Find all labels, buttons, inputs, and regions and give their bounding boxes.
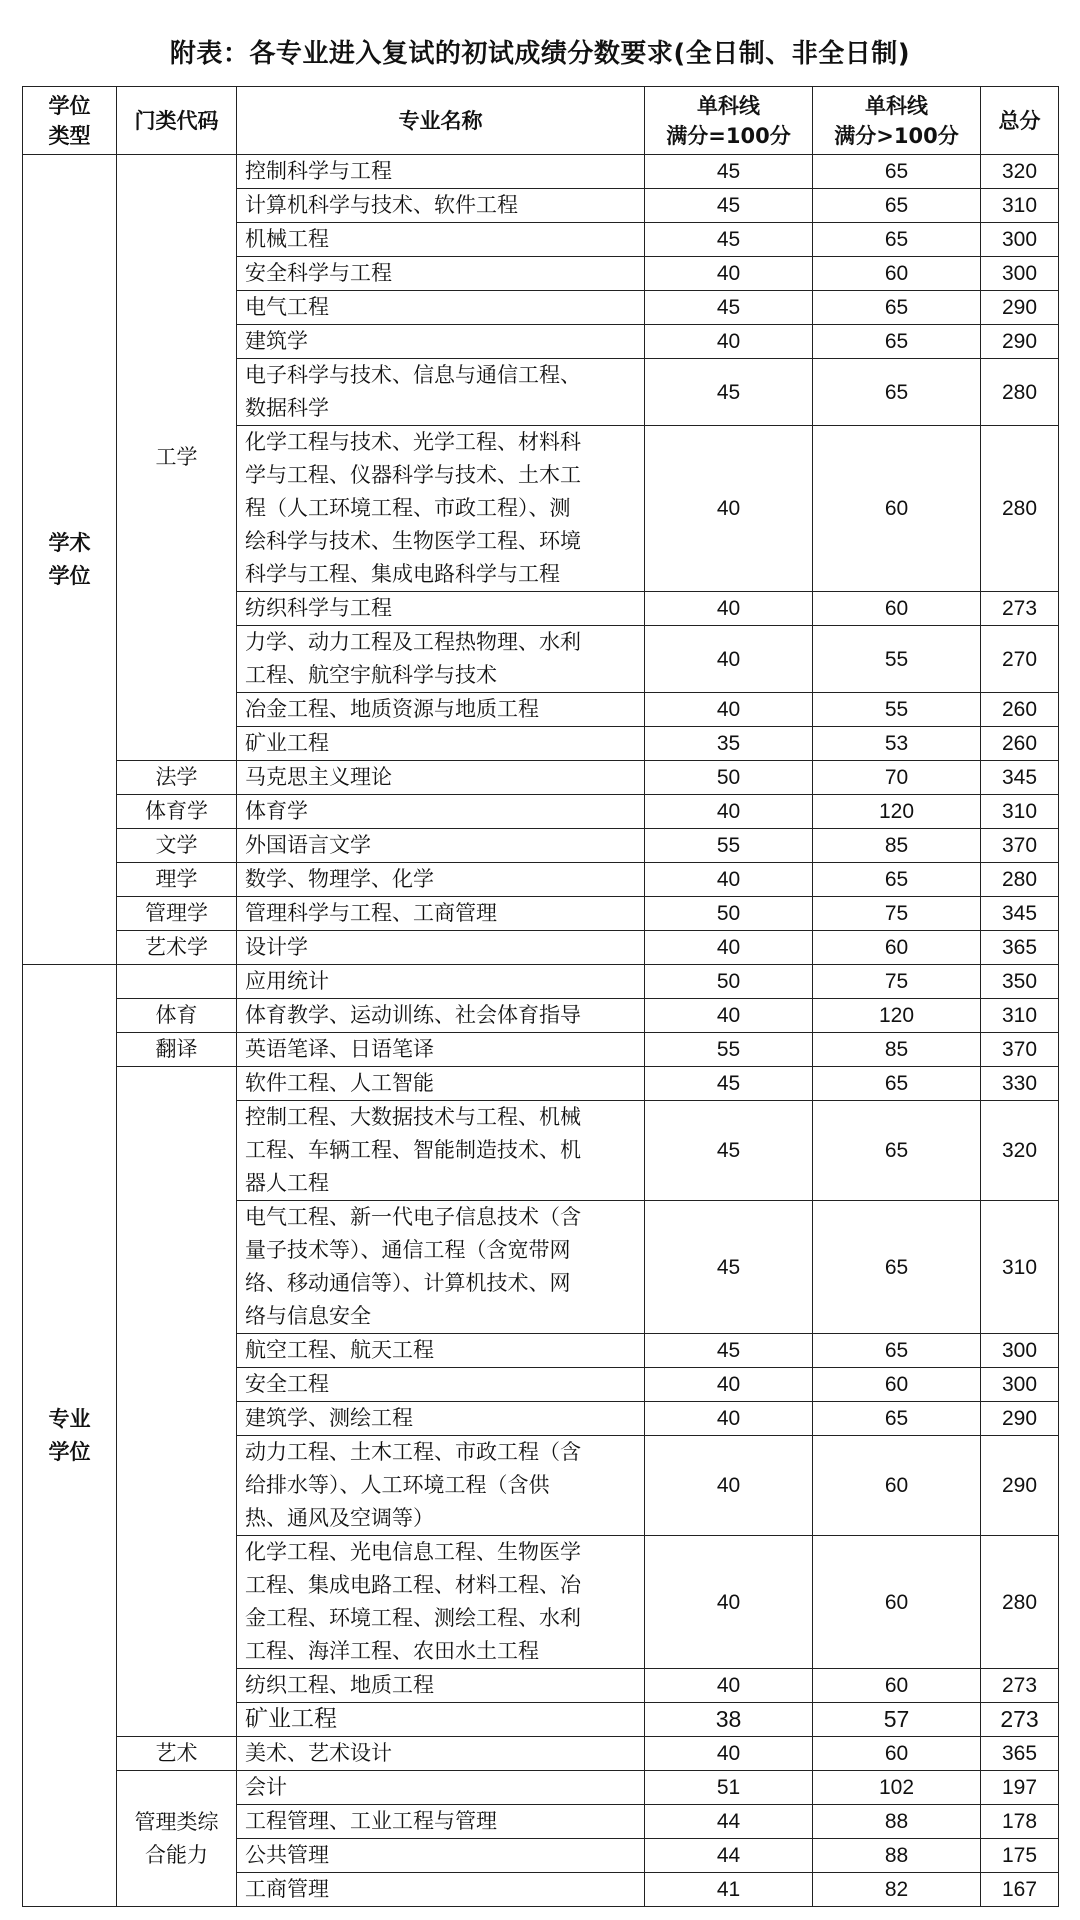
degree-type-cell [23,155,117,965]
total-cell: 345 [981,897,1059,931]
degree-type-cell [23,965,117,1907]
line-gt100-cell: 60 [813,257,981,291]
total-cell: 270 [981,626,1059,693]
line-100-cell: 45 [645,291,813,325]
major-name-line: 马克思主义理论 [245,765,392,789]
table-row [23,863,1059,897]
header-total: 总分 [981,87,1059,155]
total-cell: 260 [981,727,1059,761]
line-gt100-cell: 102 [813,1771,981,1805]
major-name-cell [237,291,645,325]
category-cell: 翻译 [117,1033,237,1067]
major-name-line: 学与工程、仪器科学与技术、土木工 [245,463,581,487]
category-cell: 工学 [117,155,237,761]
line-100-cell: 40 [645,1402,813,1436]
major-name-line: 美术、艺术设计 [245,1741,392,1765]
table-row [23,897,1059,931]
major-name-cell [237,592,645,626]
line-100-cell: 45 [645,223,813,257]
major-name-cell [237,829,645,863]
category-cell [117,965,237,999]
line-100-cell: 40 [645,257,813,291]
total-cell: 300 [981,257,1059,291]
line-gt100-cell: 53 [813,727,981,761]
major-name-cell [237,795,645,829]
category-cell: 文学 [117,829,237,863]
major-name-cell [237,189,645,223]
major-name-line: 力学、动力工程及工程热物理、水利 [245,630,581,654]
table-row [23,1771,1059,1805]
total-cell: 365 [981,931,1059,965]
total-cell: 310 [981,795,1059,829]
total-cell: 350 [981,965,1059,999]
line-100-cell: 40 [645,1737,813,1771]
line-100-cell: 51 [645,1771,813,1805]
major-name-cell [237,931,645,965]
total-cell: 320 [981,155,1059,189]
line-100-cell: 40 [645,931,813,965]
major-name-cell [237,1436,645,1536]
major-name-line: 安全科学与工程 [245,261,392,285]
total-cell: 370 [981,1033,1059,1067]
header-line-100: 单科线 满分=100分 [645,87,813,155]
total-cell: 310 [981,1201,1059,1334]
major-name-line: 应用统计 [245,969,329,993]
major-name-line: 会计 [245,1775,287,1799]
major-name-cell [237,155,645,189]
major-name-line: 化学工程与技术、光学工程、材料科 [245,430,581,454]
major-name-line: 络、移动通信等）、计算机技术、网 [245,1271,571,1295]
line-gt100-cell: 57 [813,1703,981,1737]
line-100-cell: 44 [645,1839,813,1873]
major-name-cell [237,223,645,257]
line-gt100-cell: 65 [813,1101,981,1201]
major-name-line: 矿业工程 [245,731,329,755]
table-row [23,999,1059,1033]
total-cell: 320 [981,1101,1059,1201]
line-gt100-cell: 60 [813,1368,981,1402]
total-cell: 345 [981,761,1059,795]
line-gt100-cell: 85 [813,829,981,863]
line-gt100-cell: 60 [813,1536,981,1669]
total-cell: 273 [981,1703,1059,1737]
score-table [22,86,1059,1907]
line-gt100-cell: 60 [813,592,981,626]
total-cell: 280 [981,1536,1059,1669]
total-cell: 197 [981,1771,1059,1805]
major-name-line: 控制工程、大数据技术与工程、机械 [245,1105,581,1129]
line-100-cell: 40 [645,626,813,693]
total-cell: 290 [981,1402,1059,1436]
major-name-line: 电气工程 [245,295,329,319]
major-name-line: 建筑学、测绘工程 [245,1406,413,1430]
table-row [23,829,1059,863]
line-gt100-cell: 85 [813,1033,981,1067]
category-cell: 艺术学 [117,931,237,965]
line-gt100-cell: 65 [813,1201,981,1334]
line-gt100-cell: 70 [813,761,981,795]
line-gt100-cell: 88 [813,1839,981,1873]
major-name-line: 工程、航空宇航科学与技术 [245,663,497,687]
line-gt100-cell: 65 [813,223,981,257]
major-name-cell [237,626,645,693]
major-name-cell [237,1536,645,1669]
total-cell: 300 [981,223,1059,257]
major-name-cell [237,1737,645,1771]
major-name-line: 体育教学、运动训练、社会体育指导 [245,1003,581,1027]
header-line-gt100: 单科线 满分>100分 [813,87,981,155]
line-gt100-cell: 75 [813,965,981,999]
line-100-cell: 40 [645,592,813,626]
major-name-line: 工程、车辆工程、智能制造技术、机 [245,1138,581,1162]
major-name-line: 设计学 [245,935,308,959]
table-row [23,795,1059,829]
major-name-line: 科学与工程、集成电路科学与工程 [245,562,560,586]
line-gt100-cell: 65 [813,155,981,189]
major-name-line: 控制科学与工程 [245,159,392,183]
major-name-cell [237,325,645,359]
line-gt100-cell: 65 [813,863,981,897]
major-name-line: 计算机科学与技术、软件工程 [245,193,518,217]
major-name-line: 纺织科学与工程 [245,596,392,620]
major-name-cell [237,1771,645,1805]
line-gt100-cell: 60 [813,931,981,965]
category-label-line: 合能力 [145,1842,208,1867]
major-name-cell [237,1067,645,1101]
total-cell: 365 [981,1737,1059,1771]
major-name-line: 管理科学与工程、工商管理 [245,901,497,925]
line-gt100-cell: 88 [813,1805,981,1839]
total-cell: 175 [981,1839,1059,1873]
major-name-cell [237,1805,645,1839]
major-name-line: 绘科学与技术、生物医学工程、环境 [245,529,581,553]
line-100-cell: 40 [645,795,813,829]
line-100-cell: 35 [645,727,813,761]
table-row [23,155,1059,189]
major-name-line: 电子科学与技术、信息与通信工程、 [245,363,581,387]
total-cell: 280 [981,359,1059,426]
line-gt100-cell: 65 [813,291,981,325]
table-body [23,155,1059,1907]
line-gt100-cell: 65 [813,325,981,359]
degree-type-label: 学术 [48,530,91,555]
category-cell [117,1067,237,1737]
major-name-line: 工商管理 [245,1877,329,1901]
major-name-line: 冶金工程、地质资源与地质工程 [245,697,539,721]
line-100-cell: 50 [645,965,813,999]
major-name-line: 数据科学 [245,396,329,420]
category-cell: 体育学 [117,795,237,829]
total-cell: 260 [981,693,1059,727]
table-row [23,1737,1059,1771]
total-cell: 290 [981,291,1059,325]
major-name-line: 数学、物理学、化学 [245,867,434,891]
major-name-line: 动力工程、土木工程、市政工程（含 [245,1440,581,1464]
category-cell [117,1771,237,1907]
major-name-line: 建筑学 [245,329,308,353]
line-100-cell: 40 [645,999,813,1033]
total-cell: 280 [981,863,1059,897]
line-gt100-cell: 60 [813,426,981,592]
major-name-line: 体育学 [245,799,308,823]
major-name-cell [237,999,645,1033]
line-100-cell: 45 [645,1201,813,1334]
major-name-line: 给排水等）、人工环境工程（含供 [245,1473,550,1497]
total-cell: 310 [981,999,1059,1033]
major-name-line: 工程、海洋工程、农田水土工程 [245,1639,539,1663]
major-name-cell [237,359,645,426]
major-name-line: 器人工程 [245,1171,329,1195]
major-name-line: 热、通风及空调等） [245,1506,434,1530]
total-cell: 167 [981,1873,1059,1907]
total-cell: 290 [981,325,1059,359]
line-gt100-cell: 65 [813,1067,981,1101]
line-100-cell: 55 [645,1033,813,1067]
total-cell: 300 [981,1368,1059,1402]
line-100-cell: 45 [645,1101,813,1201]
major-name-line: 量子技术等）、通信工程（含宽带网 [245,1238,571,1262]
major-name-cell [237,965,645,999]
major-name-line: 公共管理 [245,1843,329,1867]
line-100-cell: 40 [645,426,813,592]
category-cell: 法学 [117,761,237,795]
major-name-cell [237,1873,645,1907]
line-gt100-cell: 65 [813,189,981,223]
major-name-cell [237,1368,645,1402]
table-header-row [23,87,1059,155]
line-100-cell: 45 [645,359,813,426]
degree-type-label: 学位 [48,1439,91,1464]
line-gt100-cell: 60 [813,1737,981,1771]
major-name-cell [237,1101,645,1201]
major-name-cell [237,693,645,727]
major-name-cell [237,1669,645,1703]
table-row [23,1033,1059,1067]
major-name-cell [237,863,645,897]
total-cell: 300 [981,1334,1059,1368]
total-cell: 310 [981,189,1059,223]
line-gt100-cell: 60 [813,1669,981,1703]
major-name-cell [237,1703,645,1737]
category-cell: 艺术 [117,1737,237,1771]
major-name-cell [237,1201,645,1334]
line-100-cell: 38 [645,1703,813,1737]
total-cell: 273 [981,1669,1059,1703]
major-name-line: 英语笔译、日语笔译 [245,1037,434,1061]
line-gt100-cell: 82 [813,1873,981,1907]
line-gt100-cell: 120 [813,999,981,1033]
line-100-cell: 55 [645,829,813,863]
degree-type-label: 专业 [48,1406,91,1431]
line-100-cell: 40 [645,1436,813,1536]
major-name-cell [237,1033,645,1067]
major-name-line: 程（人工环境工程、市政工程）、测 [245,496,571,520]
major-name-line: 工程、集成电路工程、材料工程、冶 [245,1573,581,1597]
major-name-cell [237,1402,645,1436]
line-gt100-cell: 65 [813,1334,981,1368]
category-cell: 管理学 [117,897,237,931]
major-name-cell [237,1839,645,1873]
total-cell: 178 [981,1805,1059,1839]
major-name-line: 软件工程、人工智能 [245,1071,434,1095]
line-100-cell: 45 [645,155,813,189]
line-100-cell: 50 [645,761,813,795]
line-100-cell: 45 [645,189,813,223]
table-row [23,1067,1059,1101]
page-title: 附表：各专业进入复试的初试成绩分数要求(全日制、非全日制) [169,39,911,69]
major-name-line: 安全工程 [245,1372,329,1396]
table-row [23,965,1059,999]
table-row [23,931,1059,965]
major-name-cell [237,257,645,291]
line-100-cell: 40 [645,1368,813,1402]
line-100-cell: 50 [645,897,813,931]
major-name-line: 金工程、环境工程、测绘工程、水利 [245,1606,581,1630]
major-name-cell [237,897,645,931]
total-cell: 330 [981,1067,1059,1101]
category-cell: 理学 [117,863,237,897]
total-cell: 280 [981,426,1059,592]
line-gt100-cell: 120 [813,795,981,829]
header-major-name: 专业名称 [237,87,645,155]
major-name-line: 矿业工程 [245,1706,337,1732]
category-label-line: 管理类综 [134,1809,219,1834]
line-100-cell: 40 [645,693,813,727]
total-cell: 290 [981,1436,1059,1536]
line-gt100-cell: 55 [813,626,981,693]
line-100-cell: 40 [645,325,813,359]
line-100-cell: 45 [645,1067,813,1101]
line-100-cell: 40 [645,1536,813,1669]
line-100-cell: 41 [645,1873,813,1907]
major-name-cell [237,727,645,761]
line-100-cell: 40 [645,1669,813,1703]
major-name-line: 化学工程、光电信息工程、生物医学 [245,1540,581,1564]
major-name-line: 纺织工程、地质工程 [245,1673,434,1697]
table-row [23,761,1059,795]
line-gt100-cell: 65 [813,359,981,426]
major-name-cell [237,761,645,795]
major-name-line: 外国语言文学 [245,833,371,857]
header-degree-type: 学位 类型 [23,87,117,155]
major-name-cell [237,1334,645,1368]
major-name-line: 工程管理、工业工程与管理 [245,1809,497,1833]
line-100-cell: 40 [645,863,813,897]
line-100-cell: 45 [645,1334,813,1368]
category-cell: 体育 [117,999,237,1033]
line-100-cell: 44 [645,1805,813,1839]
line-gt100-cell: 65 [813,1402,981,1436]
major-name-line: 电气工程、新一代电子信息技术（含 [245,1205,581,1229]
line-gt100-cell: 75 [813,897,981,931]
line-gt100-cell: 55 [813,693,981,727]
major-name-line: 航空工程、航天工程 [245,1338,434,1362]
header-category-code: 门类代码 [117,87,237,155]
total-cell: 370 [981,829,1059,863]
line-gt100-cell: 60 [813,1436,981,1536]
major-name-cell [237,426,645,592]
degree-type-label: 学位 [48,563,91,588]
total-cell: 273 [981,592,1059,626]
major-name-line: 机械工程 [245,227,329,251]
major-name-line: 络与信息安全 [245,1304,371,1328]
